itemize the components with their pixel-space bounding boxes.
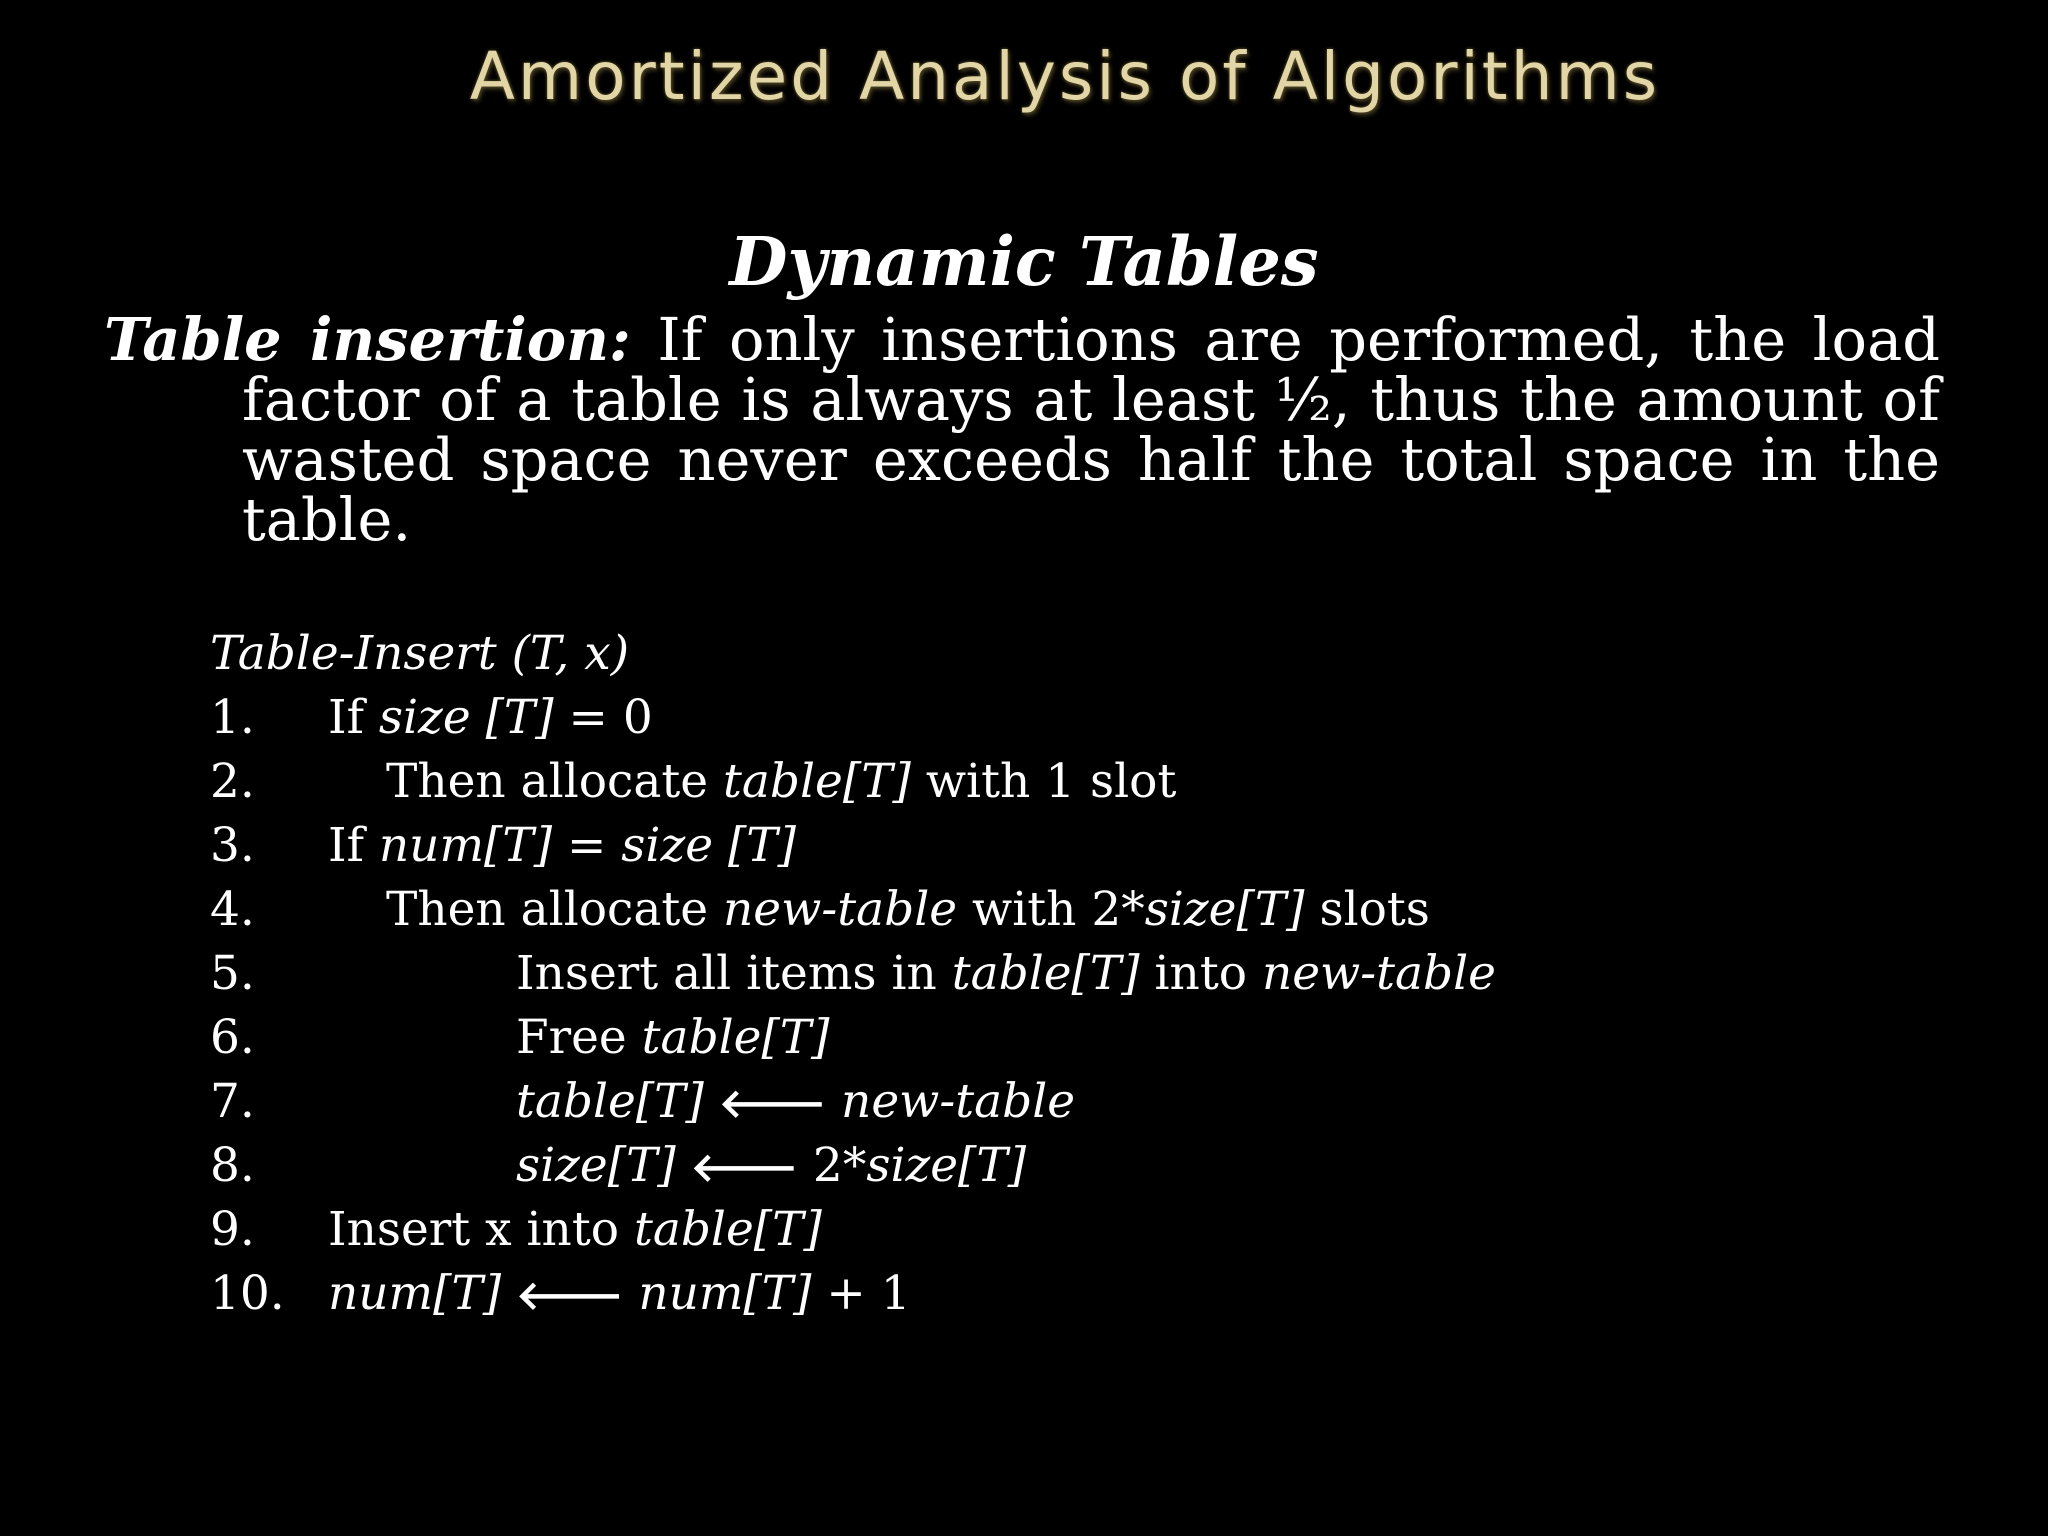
- line-number: 9.: [210, 1202, 255, 1257]
- line-number: 8.: [210, 1138, 255, 1193]
- code-text: + 1: [811, 1266, 911, 1321]
- line-code: [386, 878, 1430, 942]
- algorithm-line: [210, 686, 653, 750]
- code-text: Insert x into: [328, 1202, 634, 1257]
- algorithm-line: [210, 1134, 1027, 1198]
- code-variable: num[T] = size [T]: [378, 818, 796, 873]
- algorithm-line: [210, 942, 1496, 1006]
- code-variable: table[T]: [516, 1074, 704, 1129]
- code-variable: new-table: [1261, 946, 1496, 1001]
- line-code: [328, 1198, 822, 1262]
- line-number: 7.: [210, 1074, 255, 1129]
- slide-title: Amortized Analysis of Algorithms: [469, 38, 1661, 115]
- code-text: If: [328, 818, 379, 873]
- algorithm-line: [210, 878, 1430, 942]
- code-text: with 1 slot: [910, 754, 1177, 809]
- code-text: Free: [516, 1010, 642, 1065]
- algorithm-line: [210, 750, 1177, 814]
- code-text: slots: [1304, 882, 1430, 937]
- algorithm-line: [210, 1006, 830, 1070]
- algorithm-line: [210, 1070, 1076, 1134]
- algorithm-line: [210, 1198, 822, 1262]
- line-number: 3.: [210, 818, 255, 873]
- assign-arrow-icon: 🡐: [718, 1081, 827, 1127]
- code-variable: table[T]: [633, 1202, 822, 1257]
- line-number: 10.: [210, 1266, 285, 1321]
- line-number: 5.: [210, 946, 255, 1001]
- line-code: [516, 1006, 830, 1070]
- code-variable: num[T]: [638, 1266, 812, 1321]
- assign-arrow-icon: 🡐: [516, 1273, 624, 1319]
- algorithm-line: [210, 1262, 911, 1326]
- line-number: 6.: [210, 1010, 255, 1065]
- code-text: = 0: [553, 690, 653, 745]
- line-code: [516, 1134, 1026, 1200]
- line-number: 2.: [210, 754, 255, 809]
- code-text: into: [1139, 946, 1262, 1001]
- algorithm-listing: [210, 622, 1496, 1326]
- intro-paragraph: [104, 305, 1941, 554]
- code-variable: table[T]: [641, 1010, 830, 1065]
- intro-lead: Table insertion:: [104, 305, 631, 374]
- code-variable: table[T]: [951, 946, 1140, 1001]
- section-heading: Dynamic Tables: [729, 222, 1319, 301]
- intro-text: If only insertions are performed, the load factor of a table is always at least ½, thus the amount of wasted space never exceeds half the total space in the table.: [242, 305, 1941, 554]
- line-code: [516, 942, 1496, 1006]
- line-number: 1.: [210, 690, 255, 745]
- code-variable: new-table: [723, 882, 958, 937]
- code-variable: num[T]: [328, 1266, 502, 1321]
- code-variable: size[T]: [1144, 882, 1305, 937]
- code-variable: size[T]: [516, 1138, 676, 1193]
- code-text: 2*: [812, 1138, 867, 1193]
- assign-arrow-icon: 🡐: [690, 1145, 798, 1191]
- line-code: [516, 1070, 1075, 1136]
- code-text: with 2*: [957, 882, 1145, 937]
- line-code: [328, 1262, 911, 1328]
- code-variable: table[T]: [723, 754, 911, 809]
- code-text: Insert all items in: [516, 946, 952, 1001]
- code-text: Then allocate: [386, 882, 724, 937]
- code-variable: new-table: [841, 1074, 1076, 1129]
- line-code: [328, 686, 653, 750]
- line-number: 4.: [210, 882, 255, 937]
- code-text: If: [328, 690, 379, 745]
- code-text: Then allocate: [386, 754, 724, 809]
- code-variable: size [T]: [378, 690, 554, 745]
- algorithm-line: [210, 814, 796, 878]
- algorithm-header: Table-Insert (T, x): [210, 626, 630, 681]
- line-code: [328, 814, 796, 878]
- code-variable: size[T]: [866, 1138, 1027, 1193]
- line-code: [386, 750, 1176, 814]
